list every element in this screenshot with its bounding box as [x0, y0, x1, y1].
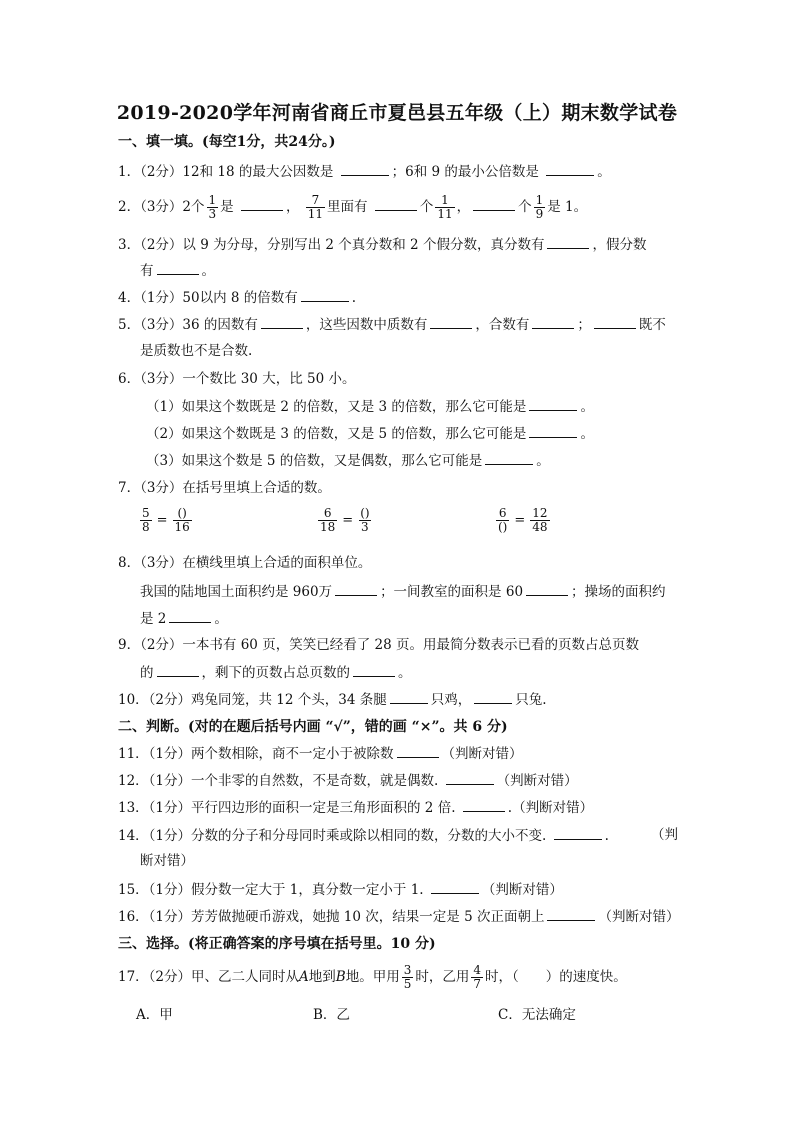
answer-blank[interactable] — [526, 581, 568, 596]
q2-text-i: 是 1。 — [547, 199, 588, 215]
fraction-numerator: 1 — [208, 193, 217, 207]
answer-blank[interactable] — [547, 906, 595, 921]
page-title: 2019-2020学年河南省商丘市夏邑县五年级（上）期末数学试卷 — [116, 102, 678, 124]
q17-text-a: 17．（2分）甲、乙二人同时从 — [118, 969, 300, 985]
answer-blank[interactable] — [157, 662, 199, 677]
answer-blank[interactable] — [546, 161, 594, 176]
equals-sign: = — [514, 513, 526, 528]
q5-text-d: ； — [577, 317, 591, 333]
q2-text-c: ， — [285, 199, 300, 215]
fraction-numerator: () — [360, 506, 370, 520]
q2-text-b: 是 — [220, 199, 234, 215]
question-2 — [118, 194, 587, 221]
q15-text-b: （判断对错） — [481, 882, 563, 898]
fraction-denominator: 7 — [473, 977, 481, 991]
fraction — [530, 507, 549, 534]
q17-text-d: 时，乙用 — [415, 969, 470, 985]
answer-blank[interactable] — [529, 396, 577, 411]
fraction — [140, 507, 152, 534]
q1-text-c: 。 — [597, 164, 611, 180]
fraction-to-fill[interactable] — [496, 507, 509, 534]
q2-text-g: ， — [456, 199, 471, 215]
fraction — [435, 194, 454, 221]
q8-text-a: 我国的陆地国土面积约是 960万 — [140, 584, 333, 600]
question-11 — [118, 743, 523, 764]
q10-text-c: 只兔. — [515, 692, 547, 708]
fraction — [402, 964, 414, 991]
point-b-label: B — [335, 969, 346, 985]
question-14-judge: （判 — [651, 827, 678, 843]
fraction-denominator: 48 — [532, 520, 548, 534]
option-b[interactable]: B．乙 — [313, 1007, 350, 1023]
question-14-cont: 断对错） — [140, 853, 194, 869]
q12-text-b: （判断对错） — [496, 773, 578, 789]
fraction — [534, 194, 546, 221]
question-6-part-1 — [146, 396, 594, 417]
answer-blank[interactable] — [594, 314, 636, 329]
q8-text-d: 是 2 — [140, 611, 167, 627]
question-9-cont — [140, 662, 412, 683]
question-14 — [118, 825, 609, 846]
q6-s3-end: 。 — [536, 453, 550, 469]
q8-text-e: 。 — [214, 611, 228, 627]
fraction-denominator: () — [498, 520, 508, 534]
q5-text-e: 既不 — [638, 317, 666, 333]
fraction-denominator: 11 — [307, 207, 324, 221]
question-8: 8．（3分）在横线里填上合适的面积单位。 — [118, 555, 372, 571]
question-17 — [118, 964, 627, 991]
q9-text-c: ，剩下的页数占总页数的 — [201, 665, 350, 681]
q2-text-e: 个 — [419, 199, 434, 215]
question-4 — [118, 287, 356, 308]
q11-text-b: （判断对错） — [441, 746, 523, 762]
q3-text-a: 3．（2分）以 9 为分母，分别写出 2 个真分数和 2 个假分数，真分数有 — [118, 237, 545, 253]
question-12 — [118, 770, 578, 791]
fraction-to-fill[interactable] — [358, 507, 371, 534]
q2-text-h: 个 — [518, 199, 532, 215]
answer-blank[interactable] — [532, 314, 574, 329]
fraction — [306, 194, 325, 221]
fraction-denominator: 18 — [320, 520, 336, 534]
q14-text-b: . — [604, 828, 609, 844]
answer-blank[interactable] — [463, 797, 505, 812]
fraction-denominator: 3 — [208, 207, 217, 221]
q1-text-b: ；6和 9 的最小公倍数是 — [391, 164, 539, 180]
answer-blank[interactable] — [157, 260, 199, 275]
question-8-line-2 — [140, 608, 228, 629]
fraction-denominator: 8 — [142, 520, 150, 534]
fraction — [318, 507, 337, 534]
question-5 — [118, 314, 666, 335]
q5-text-c: ，合数有 — [475, 317, 530, 333]
section-heading-3: 三、选择。(将正确答案的序号填在括号里。10 分) — [118, 936, 436, 952]
answer-blank[interactable] — [301, 287, 349, 302]
question-13 — [118, 797, 593, 818]
question-15 — [118, 879, 563, 900]
option-a[interactable]: A．甲 — [136, 1007, 173, 1023]
q6-s1-text: （1）如果这个数既是 2 的倍数，又是 3 的倍数，那么它可能是 — [146, 399, 527, 415]
question-9: 9．（2分）一本书有 60 页，笑笑已经看了 28 页。用最简分数表示已看的页数占总页数 — [118, 637, 639, 653]
q17-text-e: 时，（ ）的速度快。 — [484, 969, 627, 985]
answer-blank[interactable] — [341, 161, 389, 176]
answer-blank[interactable] — [547, 234, 589, 249]
question-7: 7．（3分）在括号里填上合适的数。 — [118, 480, 331, 496]
q17-text-c: 地。甲用 — [345, 969, 400, 985]
question-6-part-2 — [146, 423, 594, 444]
fraction-to-fill[interactable] — [173, 507, 192, 534]
q8-text-c: ；操场的面积约 — [571, 584, 666, 600]
fraction-numerator: 5 — [142, 506, 150, 520]
answer-blank[interactable] — [353, 662, 395, 677]
fraction-numerator: 7 — [311, 193, 320, 207]
q5-text-b: ，这些因数中质数有 — [305, 317, 428, 333]
q13-text-a: 13．（1分）平行四边形的面积一定是三角形面积的 2 倍. — [118, 800, 456, 816]
q14-text-a: 14．（1分）分数的分子和分母同时乘或除以相同的数，分数的大小不变. — [118, 828, 547, 844]
answer-blank[interactable] — [397, 743, 439, 758]
answer-blank[interactable] — [485, 450, 533, 465]
q12-text-a: 12．（1分）一个非零的自然数，不是奇数，就是偶数. — [118, 773, 439, 789]
q3-text-c: 有 — [140, 263, 154, 279]
answer-blank[interactable] — [261, 314, 303, 329]
q3-text-b: ，假分数 — [592, 237, 647, 253]
q6-s3-text: （3）如果这个数是 5 的倍数，又是偶数，那么它可能是 — [146, 453, 483, 469]
fraction-numerator: 1 — [441, 193, 449, 207]
answer-blank[interactable] — [554, 825, 602, 840]
question-6-part-3 — [146, 450, 550, 471]
q11-text-a: 11．（1分）两个数相除，商不一定小于被除数 — [118, 746, 394, 762]
fraction-numerator: 3 — [403, 963, 412, 977]
question-16 — [118, 906, 679, 927]
answer-blank[interactable] — [390, 689, 428, 704]
point-a-label: A — [299, 969, 309, 985]
q4-text-a: 4．（1分）50以内 8 的倍数有 — [118, 290, 298, 306]
question-3-cont — [140, 260, 215, 281]
section-heading-1: 一、填一填。(每空1分，共24分。) — [118, 134, 336, 150]
answer-blank[interactable] — [430, 314, 472, 329]
question-6: 6．（3分）一个数比 30 大，比 50 小。 — [118, 371, 356, 387]
answer-blank[interactable] — [375, 196, 417, 211]
answer-blank[interactable] — [335, 581, 377, 596]
fraction — [471, 964, 483, 991]
answer-blank[interactable] — [241, 196, 283, 211]
answer-blank[interactable] — [169, 608, 211, 623]
q15-text-a: 15．（1分）假分数一定大于 1，真分数一定小于 1. — [118, 882, 424, 898]
q16-text-a: 16．（1分）芳芳做抛硬币游戏，她抛 10 次，结果一定是 5 次正面朝上 — [118, 909, 545, 925]
answer-blank[interactable] — [474, 689, 512, 704]
q13-text-b: .（判断对错） — [507, 800, 594, 816]
question-8-line-1 — [140, 581, 666, 602]
fraction-numerator: 6 — [323, 506, 332, 520]
equation-1 — [138, 507, 194, 534]
equation-2 — [316, 507, 374, 534]
q6-s2-text: （2）如果这个数既是 3 的倍数，又是 5 的倍数，那么它可能是 — [146, 426, 527, 442]
q2-text-a: 2．（3分）2个 — [118, 199, 205, 215]
q8-text-b: ；一间教室的面积是 60 — [380, 584, 524, 600]
answer-blank[interactable] — [446, 770, 494, 785]
fraction-denominator: 5 — [403, 977, 412, 991]
question-1 — [118, 161, 611, 182]
q9-text-d: 。 — [398, 665, 412, 681]
answer-blank[interactable] — [431, 879, 479, 894]
fraction-numerator: 4 — [473, 963, 481, 977]
fraction-numerator: 1 — [535, 193, 544, 207]
equation-3 — [494, 507, 552, 534]
q2-text-d: 里面有 — [327, 199, 368, 215]
option-c[interactable]: C．无法确定 — [498, 1007, 576, 1023]
q1-text-a: 1．（2分）12和 18 的最大公因数是 — [118, 164, 334, 180]
fraction-denominator: 3 — [361, 520, 369, 534]
q17-text-b: 地到 — [308, 969, 336, 985]
q16-text-b: （判断对错） — [598, 909, 680, 925]
q5-text-a: 5．（3分）36 的因数有 — [118, 317, 258, 333]
q6-s1-end: 。 — [580, 399, 594, 415]
answer-blank[interactable] — [529, 423, 577, 438]
q10-text-b: 只鸡， — [430, 692, 472, 708]
answer-blank[interactable] — [473, 196, 515, 211]
q4-text-b: . — [351, 290, 357, 306]
fraction-numerator: 12 — [532, 506, 548, 520]
q3-text-d: 。 — [201, 263, 215, 279]
fraction-numerator: () — [177, 506, 187, 520]
fraction-numerator: 6 — [498, 506, 507, 520]
question-3 — [118, 234, 646, 255]
q6-s2-end: 。 — [580, 426, 594, 442]
fraction — [207, 194, 219, 221]
section-heading-2: 二、判断。(对的在题后括号内画 “√”，错的画 “×”。共 6 分) — [118, 719, 508, 735]
fraction-denominator: 11 — [437, 207, 453, 221]
equals-sign: = — [342, 513, 354, 528]
fraction-denominator: 16 — [174, 520, 190, 534]
question-10 — [118, 689, 547, 710]
equals-sign: = — [156, 513, 168, 528]
question-5-cont: 是质数也不是合数. — [140, 343, 253, 359]
fraction-denominator: 9 — [535, 207, 544, 221]
q10-text-a: 10．（2分）鸡兔同笼，共 12 个头，34 条腿 — [118, 692, 387, 708]
q9-text-b: 的 — [140, 665, 154, 681]
